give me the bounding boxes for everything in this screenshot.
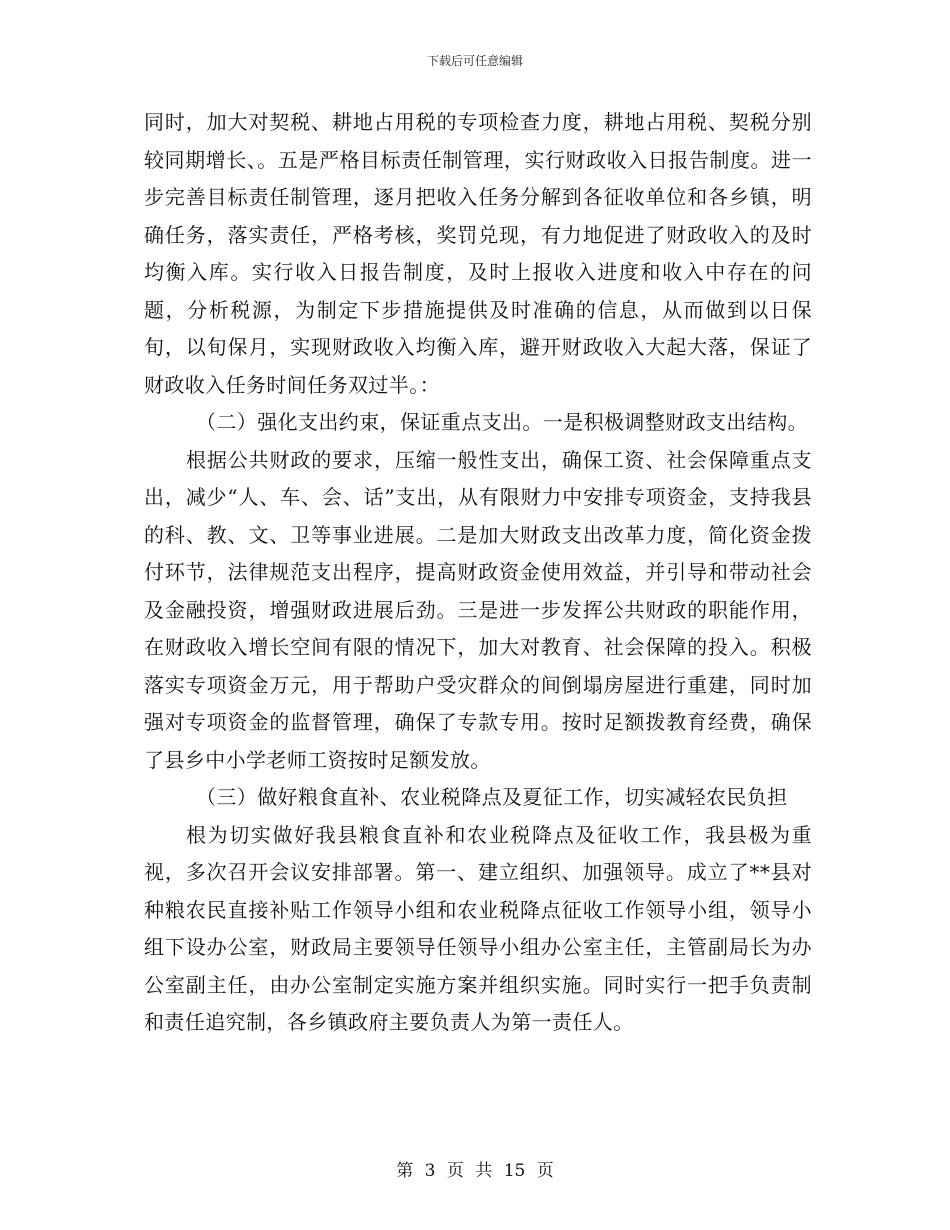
paragraph-2: 根据公共财政的要求，压缩一般性支出，确保工资、社会保障重点支出，减少“人、车、会、话”支出，从有限财力中安排专项资金，支持我县的科、教、文、卫等事业进展。二是加大财政支出改革力度，简化资金拨付环节，法律规范支出程序，提高财政资金使用效益，并引导和带动社会及金融投资，增强财政进展后劲。三是进一步发挥公共财政的职能作用，在财政收入增长空间有限的情况下，加大对教育、社会保障的投入。积极落实专项资金万元，用于帮助户受灾群众的间倒塌房屋进行重建，同时加强对专项资金的监督管理，确保了专款专用。按时足额拨教育经费，确保了县乡中小学老师工资按时足额发放。 xyxy=(144,447,812,772)
section-heading-3: （三）做好粮食直补、农业税降点及夏征工作，切实减轻农民负担 xyxy=(196,785,788,809)
page-footer: 第 3 页 共 15 页 xyxy=(396,1161,554,1181)
section-heading-2: （二）强化支出约束，保证重点支出。一是积极调整财政支出结构。 xyxy=(196,410,808,434)
paragraph-1: 同时，加大对契税、耕地占用税的专项检查力度，耕地占用税、契税分别较同期增长、。五是严格目标责任制管理，实行财政收入日报告制度。进一步完善目标责任制管理，逐月把收入任务分解到各征收单位和各乡镇，明确任务，落实责任，严格考核，奖罚兑现，有力地促进了财政收入的及时均衡入库。实行收入日报告制度，及时上报收入进度和收入中存在的问题，分析税源，为制定下步措施提供及时准确的信息，从而做到以日保旬，以旬保月，实现财政收入均衡入库，避开财政收入大起大落，保证了财政收入任务时间任务双过半。： xyxy=(144,110,812,397)
paragraph-3: 根为切实做好我县粮食直补和农业税降点及征收工作，我县极为重视，多次召开会议安排部署。第一、建立组织、加强领导。成立了**县对种粮农民直接补贴工作领导小组和农业税降点征收工作领导小组，领导小组下设办公室，财政局主要领导任领导小组办公室主任，主管副局长为办公室副主任，由办公室制定实施方案并组织实施。同时实行一把手负责制和责任追究制，各乡镇政府主要负责人为第一责任人。 xyxy=(144,822,812,1034)
document-body xyxy=(144,104,812,1042)
page-header: 下载后可任意编辑 xyxy=(426,54,523,68)
